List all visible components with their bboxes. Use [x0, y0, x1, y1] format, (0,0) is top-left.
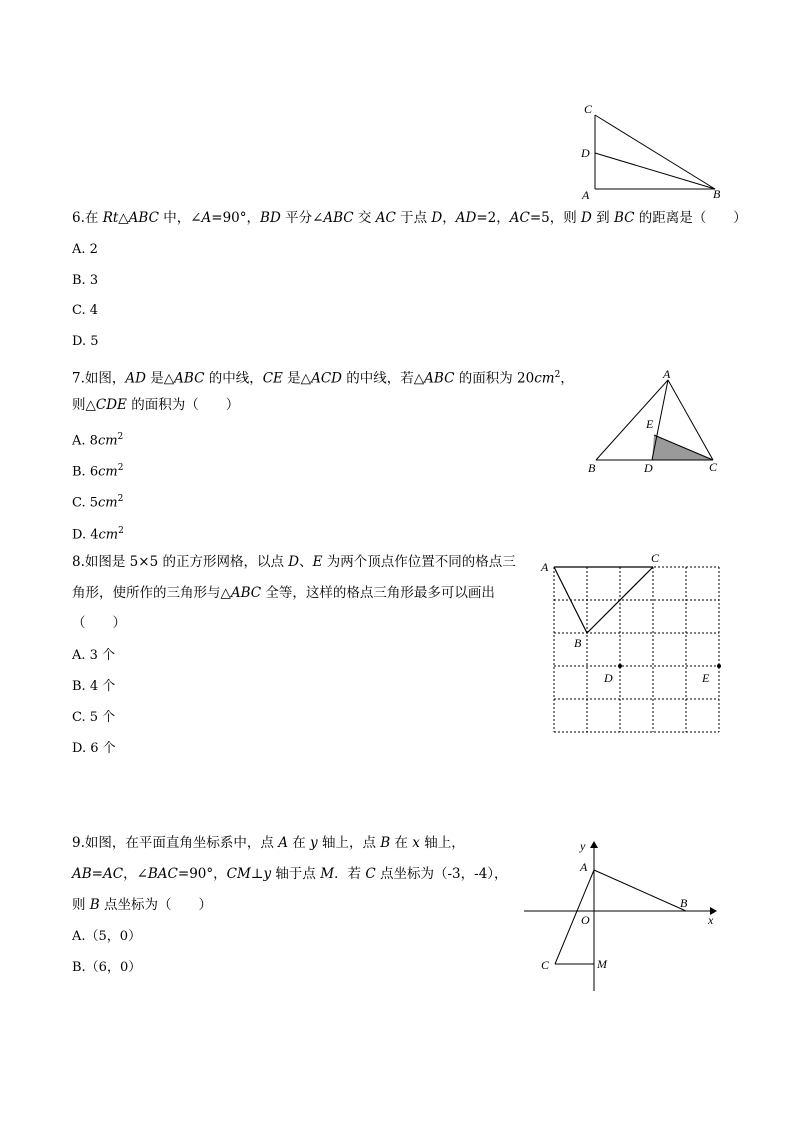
q6-figure [575, 98, 730, 204]
q9-label-a: A [580, 860, 588, 874]
q8-option-d: D. 6 个 [72, 741, 116, 756]
question-number: 9. [72, 835, 85, 851]
q9-label-y: y [580, 839, 586, 853]
q8-label-b: B [574, 636, 582, 650]
q6-option-c: C. 4 [72, 303, 99, 318]
q9-option-b: B.（6，0） [72, 960, 142, 975]
q8-point-e [717, 664, 721, 668]
q6-label-c: C [584, 102, 593, 116]
q8-option-b: B. 4 个 [72, 679, 116, 694]
q9-stem-line2: AB=AC，∠BAC=90°，CM⊥y 轴于点 M．若 C 点坐标为（-3，-4）， [72, 866, 508, 882]
q8-option-a: A. 3 个 [72, 648, 116, 663]
q7-label-b: B [588, 461, 596, 475]
q8-label-e: E [702, 671, 710, 685]
q7-label-a: A [663, 367, 671, 381]
q6-option-a: A. 2 [72, 242, 98, 257]
q7-stem-line2: 则△CDE 的面积为（ ） [72, 397, 240, 413]
q7-option-c: C. $5cm^2$ [72, 494, 124, 511]
q7-figure [582, 364, 724, 478]
q7-label-e: E [646, 417, 654, 431]
q6-label-d: D [581, 146, 590, 160]
q6-stem: 6.在 Rt△ABC 中，∠A=90°，BD 平分∠ABC 交 AC 于点 D，AD=2，AC=5，则 D 到 BC 的距离是（ ） [72, 210, 747, 226]
q7-option-a: A. $8cm^2$ [72, 432, 124, 449]
q8-label-c: C [651, 551, 660, 565]
q9-label-x: x [708, 913, 714, 927]
q7-label-c: C [709, 460, 718, 474]
q9-label-o: O [581, 913, 590, 927]
q8-stem-line3: （ ） [72, 615, 126, 631]
question-number: 6. [72, 210, 85, 226]
q7-option-b: B. $6cm^2$ [72, 463, 124, 480]
q8-stem-line2: 角形，使所作的三角形与△ABC 全等，这样的格点三角形最多可以画出 [72, 585, 495, 601]
q6-option-b: B. 3 [72, 273, 99, 288]
q8-grid-figure [536, 549, 726, 737]
q8-point-d [618, 664, 622, 668]
question-number: 8. [72, 554, 85, 570]
q6-label-b: B [713, 187, 721, 201]
q8-label-a: A [541, 560, 549, 574]
q8-stem-line1: 8.如图是 5×5 的正方形网格，以点 D、E 为两个顶点作位置不同的格点三 [72, 554, 516, 570]
q8-option-c: C. 5 个 [72, 710, 116, 725]
q6-bisector-bd [595, 153, 715, 189]
q6-side-cb [595, 115, 715, 189]
q9-coordinate-figure [520, 836, 724, 996]
q8-label-d: D [604, 671, 613, 685]
question-number: 7. [72, 370, 85, 387]
q9-stem-line1: 9.如图，在平面直角坐标系中，点 A 在 y 轴上，点 B 在 x 轴上， [72, 835, 465, 851]
q9-label-c: C [541, 958, 550, 972]
q9-label-m: M [597, 957, 607, 971]
q9-side-ab [594, 870, 686, 911]
q7-option-d: D. $4cm^2$ [72, 526, 124, 543]
q9-option-a: A.（5，0） [72, 929, 142, 944]
q7-stem-line1: 7.如图，AD 是△ABC 的中线，CE 是△ACD 的中线，若△ABC 的面积为 $20cm^2$， [72, 370, 574, 387]
q7-label-d: D [644, 461, 653, 475]
q6-label-a: A [582, 188, 590, 202]
q9-stem-line3: 则 B 点坐标为（ ） [72, 897, 213, 913]
q6-option-d: D. 5 [72, 334, 99, 349]
q9-label-b: B [680, 896, 688, 910]
